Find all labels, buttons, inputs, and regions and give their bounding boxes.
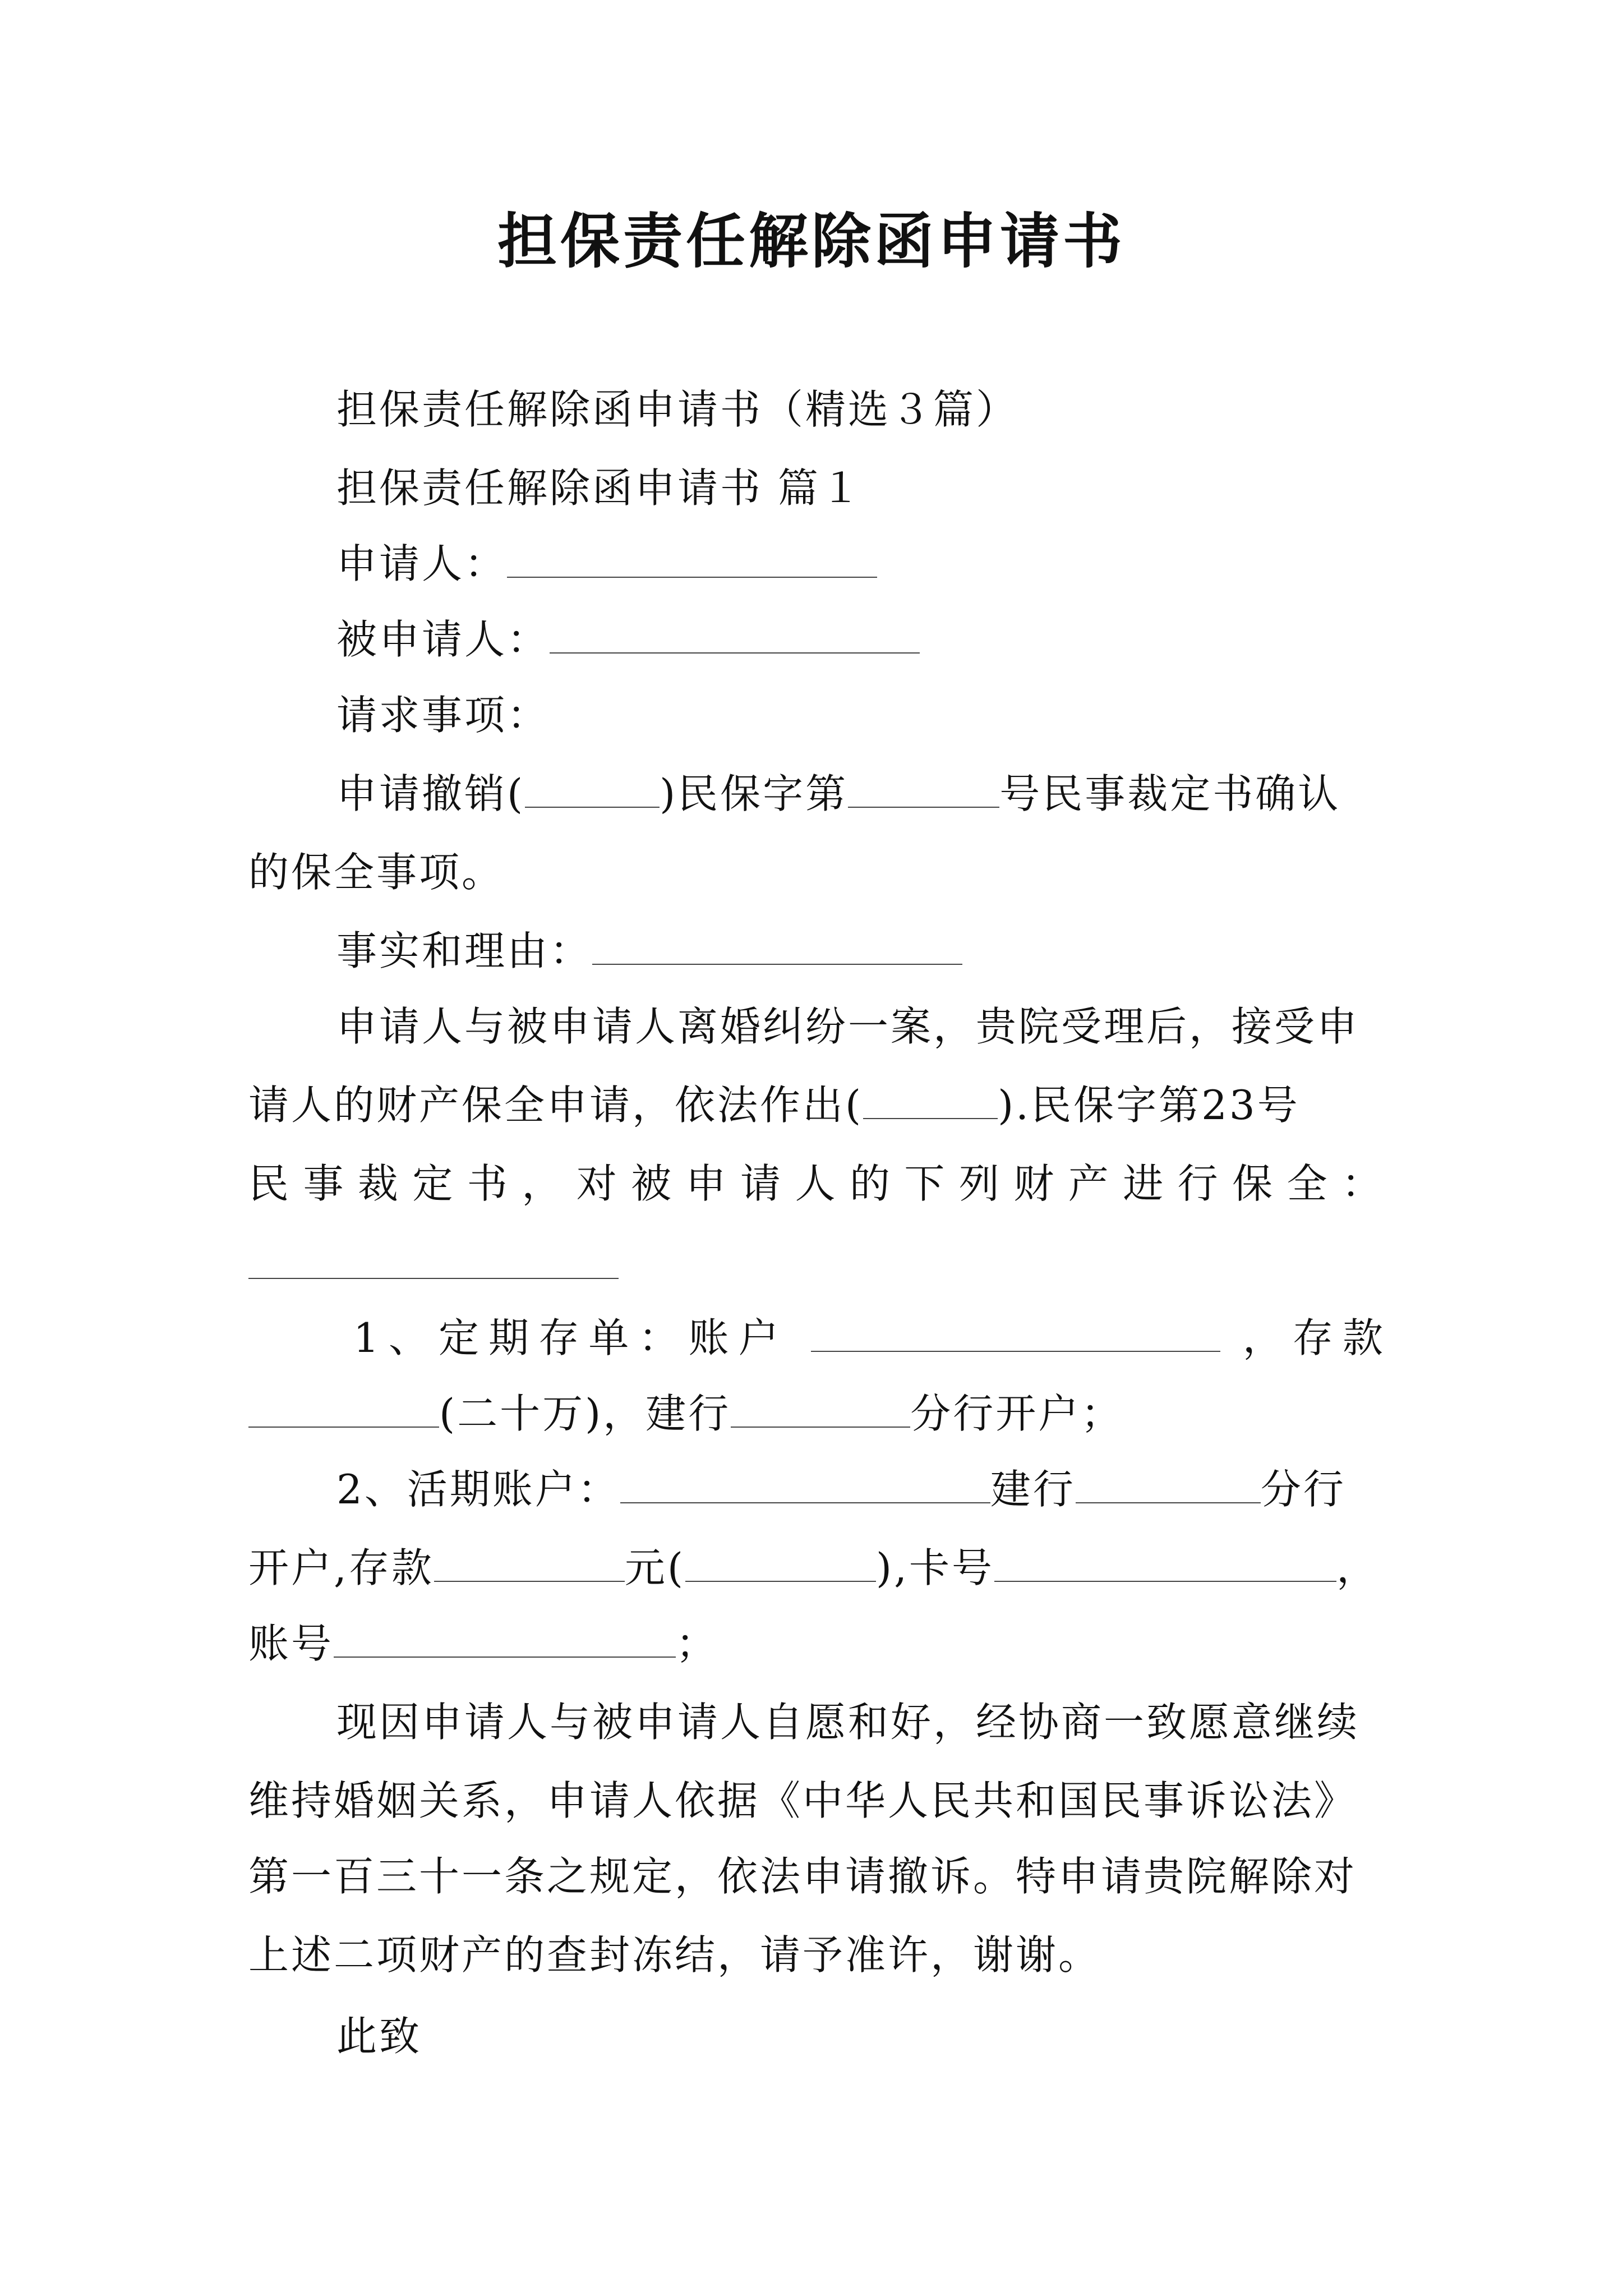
item2-deposit-words-blank — [685, 1542, 876, 1582]
item2-text-d: 开户,存款 — [248, 1544, 434, 1591]
item2-text-e: 元( — [624, 1544, 685, 1591]
item2-text-b: 建行 — [990, 1466, 1076, 1513]
paragraph-2-line-2: 维持婚姻关系，申请人依据《中华人民共和国民事诉讼法》 — [248, 1777, 1357, 1824]
claim-year-blank — [525, 767, 660, 808]
item1-text-d: 分行开户； — [910, 1390, 1124, 1437]
claim-number-blank — [848, 767, 999, 808]
applicant-line — [336, 536, 877, 592]
item1-text-a: 1、定期存单：账户 — [353, 1314, 789, 1361]
item2-text-g: ， — [1336, 1544, 1379, 1591]
item-1-line-1 — [353, 1310, 1385, 1366]
item-1-line-2 — [248, 1386, 1123, 1442]
document-title: 担保责任解除函申请书 — [497, 206, 1126, 276]
item2-text-a: 2、活期账户： — [336, 1466, 620, 1513]
item2-text-h: 账号 — [248, 1620, 334, 1667]
item1-text-c: (二十万)，建行 — [439, 1390, 731, 1437]
paragraph-2-line-3: 第一百三十一条之规定，依法申请撤诉。特申请贵院解除对 — [248, 1853, 1357, 1900]
property-list-blank — [248, 1278, 619, 1279]
item1-branch-blank — [731, 1387, 910, 1428]
claim-text-c: 号民事裁定书确认 — [999, 770, 1341, 817]
p1-text-b: ).民保字第23号 — [998, 1082, 1300, 1129]
item2-account-blank — [620, 1463, 990, 1503]
respondent-line — [336, 611, 920, 668]
claim-text-a: 申请撤销( — [336, 770, 525, 817]
item2-card-blank — [994, 1542, 1336, 1582]
respondent-label: 被申请人： — [336, 616, 550, 663]
facts-blank — [592, 924, 962, 965]
document-subtitle: 担保责任解除函申请书（精选３篇） — [336, 386, 1019, 433]
item2-deposit-blank — [434, 1542, 625, 1582]
item1-account-blank — [811, 1312, 1220, 1352]
item1-amount-blank — [248, 1387, 439, 1428]
claim-line-2: 的保全事项。 — [248, 849, 505, 896]
claim-line-1 — [336, 766, 1340, 822]
p1-text-a: 请人的财产保全申请，依法作出( — [248, 1082, 864, 1129]
applicant-label: 申请人： — [336, 540, 508, 587]
claim-text-b: )民保字第 — [660, 770, 849, 817]
item2-acct-number-blank — [334, 1617, 676, 1658]
item1-text-b: ，存款 — [1242, 1314, 1385, 1361]
item-2-line-3 — [248, 1616, 718, 1672]
respondent-blank — [550, 613, 920, 654]
paragraph-2-line-1: 现因申请人与被申请人自愿和好，经协商一致愿意继续 — [336, 1699, 1360, 1746]
paragraph-2-line-4: 上述二项财产的查封冻结，请予准许，谢谢。 — [248, 1931, 1101, 1978]
closing-salutation: 此致 — [336, 2013, 422, 2060]
item-2-line-1 — [336, 1461, 1346, 1517]
p1-year-blank — [863, 1079, 998, 1119]
section-heading: 担保责任解除函申请书 篇１ — [336, 464, 863, 512]
item2-text-f: ),卡号 — [875, 1544, 994, 1591]
item-2-line-2 — [248, 1540, 1379, 1596]
applicant-blank — [507, 537, 877, 578]
item2-text-c: 分行 — [1260, 1466, 1346, 1513]
paragraph-1-line-1: 申请人与被申请人离婚纠纷一案，贵院受理后，接受申 — [336, 1003, 1360, 1050]
paragraph-1-line-2 — [248, 1077, 1300, 1133]
facts-label: 事实和理由： — [336, 927, 593, 974]
paragraph-1-line-3: 民事裁定书，对被申请人的下列财产进行保全： — [248, 1160, 1384, 1207]
item2-bank-blank — [1076, 1463, 1261, 1503]
claims-label: 请求事项： — [336, 692, 550, 739]
facts-line — [336, 923, 962, 979]
item2-text-i: ； — [676, 1620, 719, 1667]
